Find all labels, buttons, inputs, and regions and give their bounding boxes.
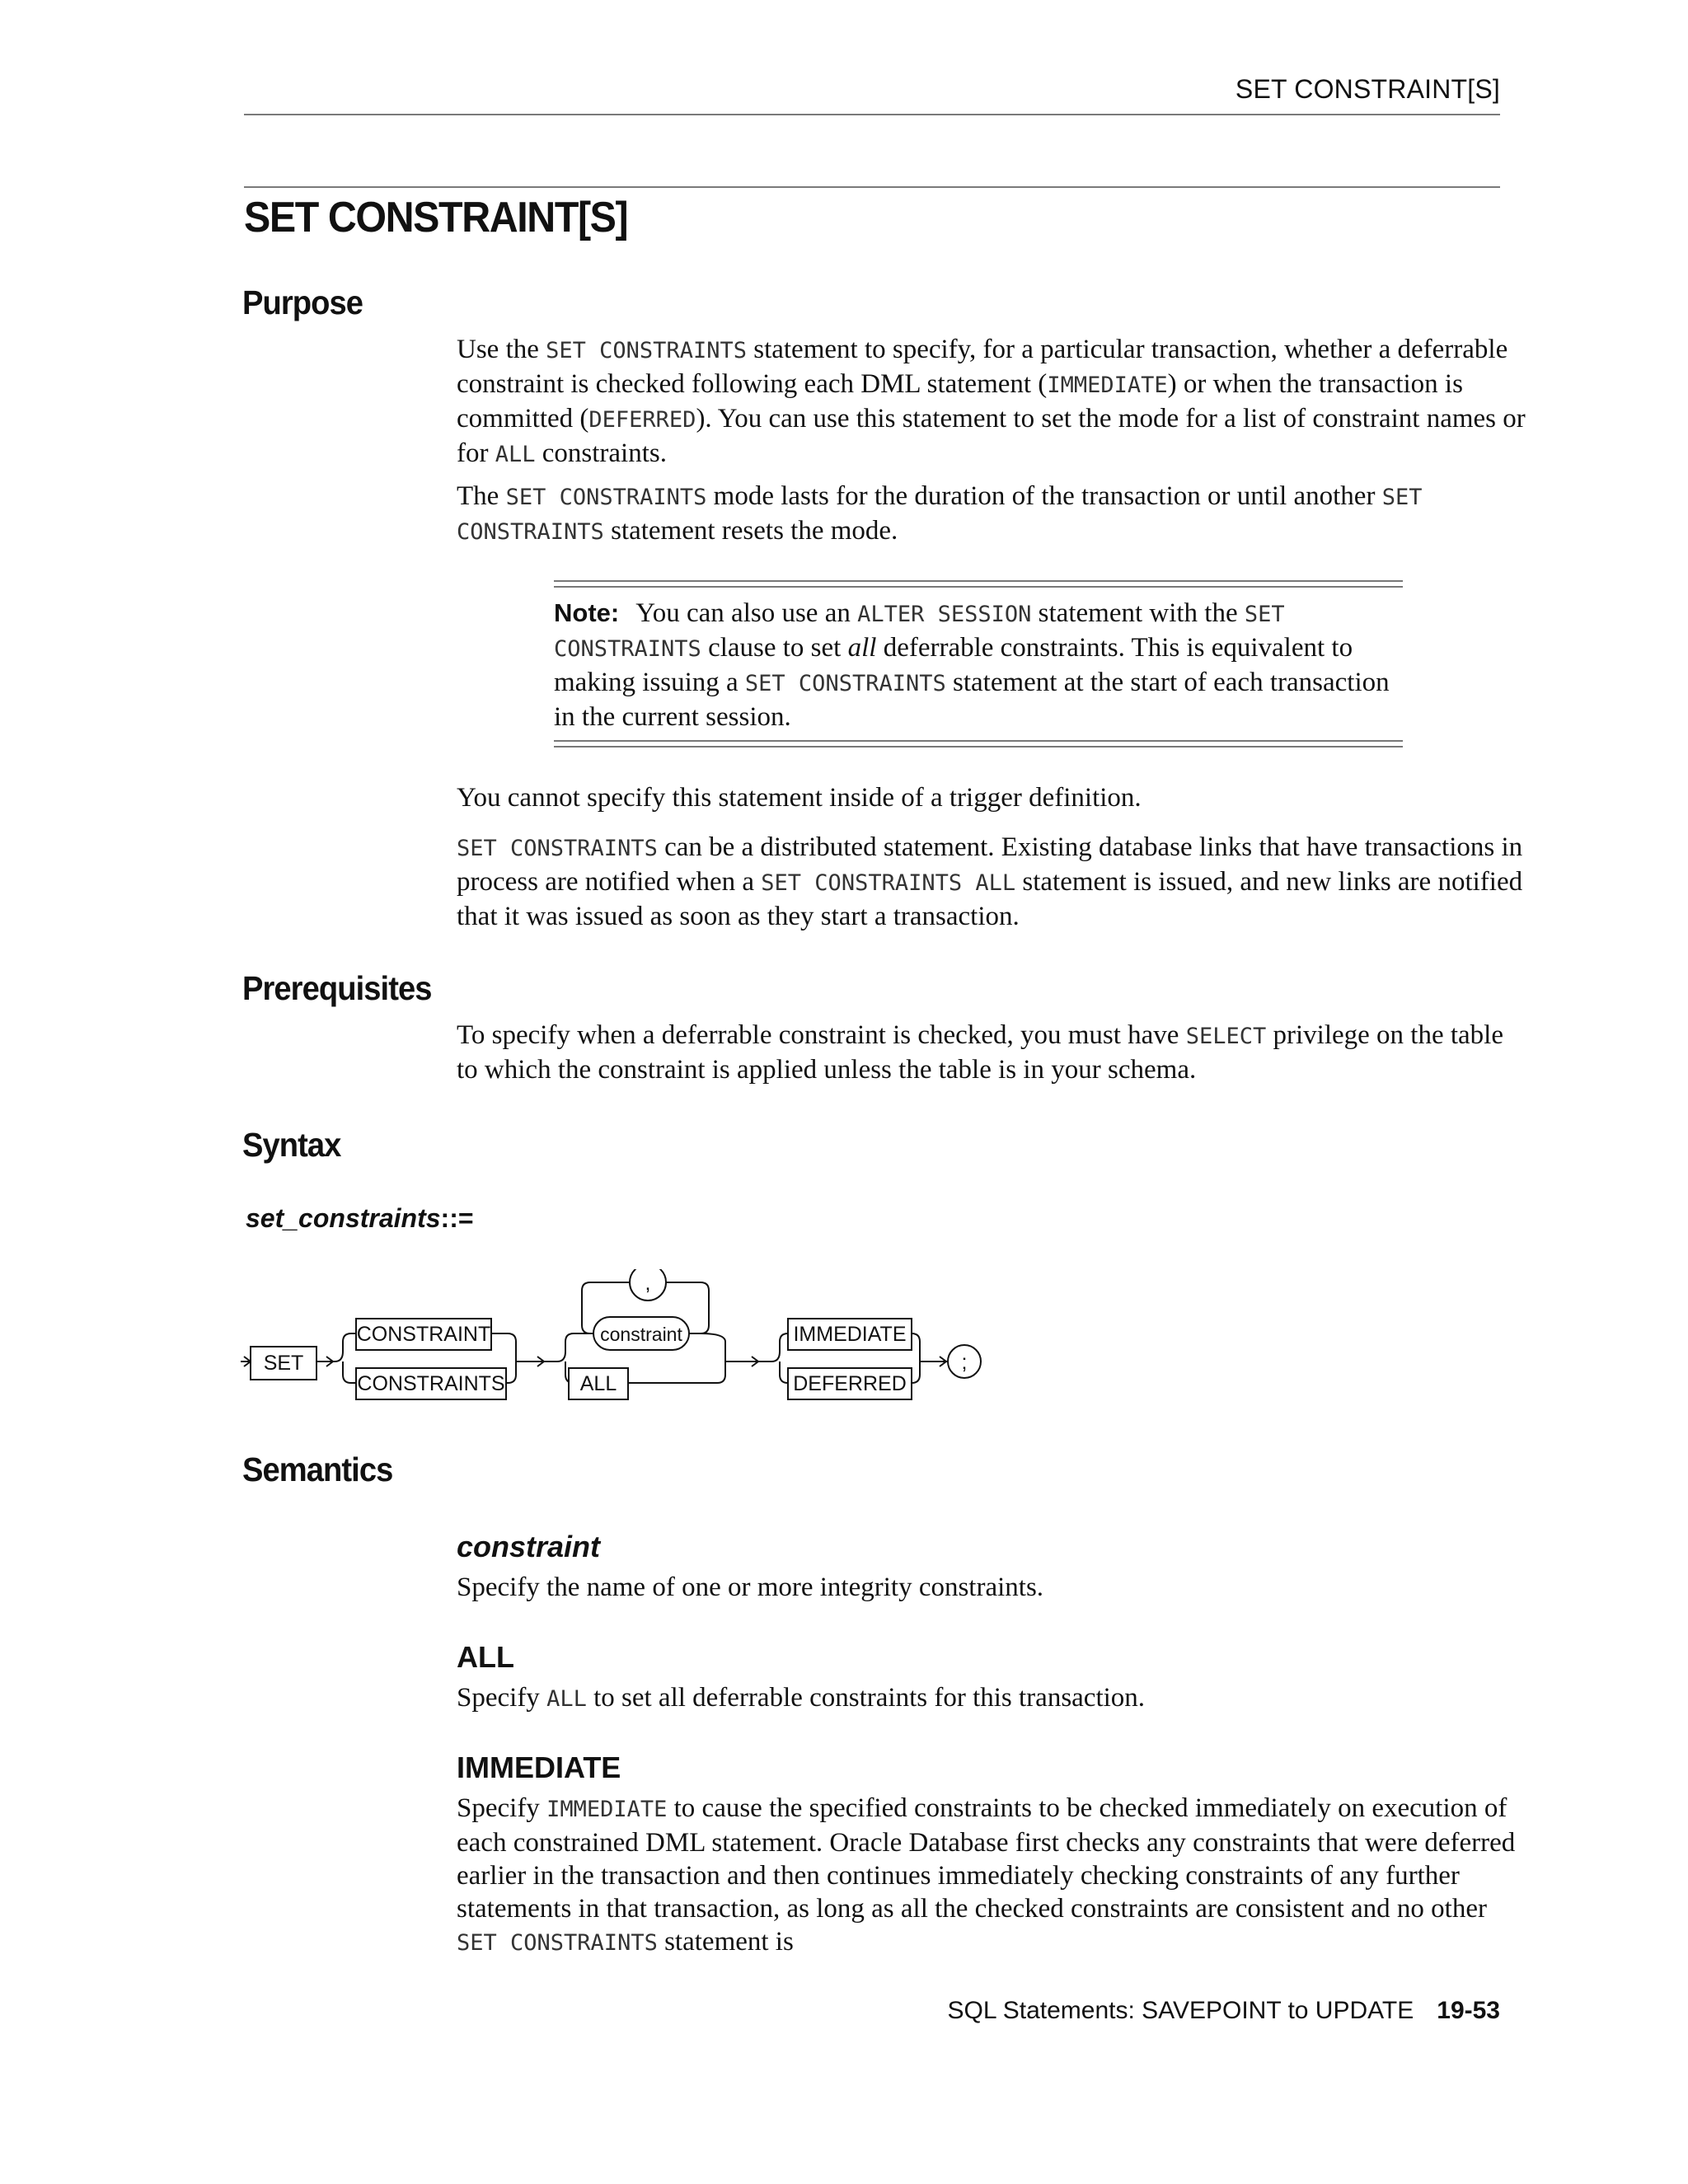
- text-run: can be a distributed statement. Existing database links that have transactions in process are notified when a: [457, 832, 1523, 897]
- inline-code: SELECT: [1185, 1024, 1267, 1049]
- note-box: [554, 597, 1403, 733]
- diagram-all-label: ALL: [579, 1372, 617, 1395]
- text-run: statement is issued, and new links are notified that it was issued as soon as they start a transaction.: [457, 867, 1523, 931]
- text-run: clause to set: [701, 633, 848, 663]
- text-run: to cause the specified constraints to be checked immediately on execution of each constrained DML statement. Oracle Database first checks any constraints that were deferred earlier in the transaction and then continues immediately checking constraints of any further statements in that transaction, as long as all the checked constraints are consistent and no other: [457, 1793, 1516, 1924]
- text-run: statement is: [657, 1927, 794, 1957]
- inline-code: ALL: [546, 1686, 587, 1712]
- inline-code: SET CONSTRAINTS ALL: [761, 870, 1016, 896]
- inline-code: SET CONSTRAINTS: [457, 1930, 658, 1956]
- semantics-heading: Semantics: [242, 1451, 393, 1488]
- text-run: privilege on the table to which the constraint is applied unless the table is in your schema.: [457, 1020, 1503, 1085]
- diagram-comma-label: ,: [645, 1272, 651, 1295]
- page-title: SET CONSTRAINT[S]: [244, 194, 628, 241]
- semantics-text-constraint: [457, 1571, 1528, 1604]
- text-run: You cannot specify this statement inside of a trigger definition.: [457, 783, 1142, 813]
- text-run: deferrable constraints. This is equivalent to making issuing a: [554, 633, 1353, 697]
- semantics-term-constraint: constraint: [457, 1530, 601, 1563]
- text-run: Specify the name of one or more integrity constraints.: [457, 1572, 1044, 1602]
- text-run: statement resets the mode.: [603, 516, 898, 546]
- note-text: [554, 598, 1390, 732]
- inline-code: SET CONSTRAINTS: [744, 671, 946, 696]
- diagram-constraints-label: CONSTRAINTS: [357, 1372, 505, 1395]
- inline-code: IMMEDIATE: [1047, 373, 1168, 398]
- inline-code: SET CONSTRAINTS: [546, 338, 747, 363]
- diagram-constraint-ref-label: constraint: [600, 1324, 682, 1345]
- text-run: constraints.: [535, 438, 667, 468]
- prerequisites-heading: Prerequisites: [242, 969, 432, 1007]
- semantics-text-all: [457, 1681, 1528, 1716]
- diagram-set-label: SET: [263, 1352, 304, 1375]
- footer-book-title: SQL Statements: SAVEPOINT to UPDATE: [947, 1997, 1414, 2024]
- text-run: To specify when a deferrable constraint is checked, you must have: [457, 1020, 1186, 1050]
- title-rule: [244, 186, 1500, 188]
- diagram-immediate-label: IMMEDIATE: [793, 1323, 907, 1346]
- prerequisites-paragraph: [457, 1019, 1528, 1086]
- text-run: You can also use an: [635, 598, 858, 628]
- inline-code: SET CONSTRAINTS: [457, 836, 658, 861]
- inline-code: DEFERRED: [588, 407, 696, 433]
- text-run: statement at the start of each transaction in the current session.: [554, 668, 1390, 732]
- header-rule: [244, 114, 1500, 115]
- text-run: Use the: [457, 335, 546, 364]
- text-run: Specify: [457, 1683, 547, 1713]
- text-run: mode lasts for the duration of the transaction or until another: [706, 481, 1382, 511]
- purpose-paragraph-3: [457, 781, 1528, 814]
- running-header: SET CONSTRAINT[S]: [1235, 74, 1500, 104]
- purpose-paragraph-1: [457, 333, 1528, 471]
- text-run: Specify: [457, 1793, 547, 1823]
- text-run: The: [457, 481, 506, 511]
- inline-code: ALL: [495, 442, 536, 467]
- purpose-paragraph-4: [457, 831, 1528, 933]
- inline-code: SET CONSTRAINTS: [554, 602, 1285, 662]
- semantics-term-all: ALL: [457, 1640, 514, 1674]
- page-footer: [948, 1997, 1501, 2025]
- footer-page-number: 19-53: [1437, 1997, 1500, 2024]
- note-bottom-rule: [554, 740, 1403, 748]
- syntax-heading: Syntax: [242, 1126, 341, 1164]
- note-label: Note:: [554, 598, 620, 627]
- inline-code: ALTER SESSION: [857, 602, 1032, 627]
- diagram-constraint-label: CONSTRAINT: [356, 1323, 491, 1346]
- diagram-semicolon-label: ;: [961, 1351, 968, 1374]
- inline-code: SET CONSTRAINTS: [457, 485, 1423, 545]
- railroad-diagram: [239, 1269, 1006, 1418]
- text-run: statement to specify, for a particular transaction, whether a deferrable constraint is checked following each DML statement (: [457, 335, 1508, 399]
- semantics-term-immediate: IMMEDIATE: [457, 1750, 621, 1784]
- inline-code: IMMEDIATE: [546, 1797, 668, 1822]
- text-run: statement with the: [1031, 598, 1245, 628]
- text-run: to set all deferrable constraints for this transaction.: [586, 1683, 1146, 1713]
- syntax-rule-name: set_constraints::=: [246, 1203, 474, 1233]
- note-top-rule: [554, 580, 1403, 588]
- emphasis: all: [847, 633, 877, 663]
- diagram-deferred-label: DEFERRED: [793, 1372, 907, 1395]
- semantics-text-immediate: [457, 1792, 1528, 1960]
- text-run: ). You can use this statement to set the mode for a list of constraint names or for: [457, 404, 1526, 468]
- text-run: ) or when the transaction is committed (: [457, 369, 1463, 434]
- purpose-heading: Purpose: [242, 284, 363, 321]
- purpose-paragraph-2: [457, 480, 1528, 549]
- inline-code: SET CONSTRAINTS: [505, 485, 707, 510]
